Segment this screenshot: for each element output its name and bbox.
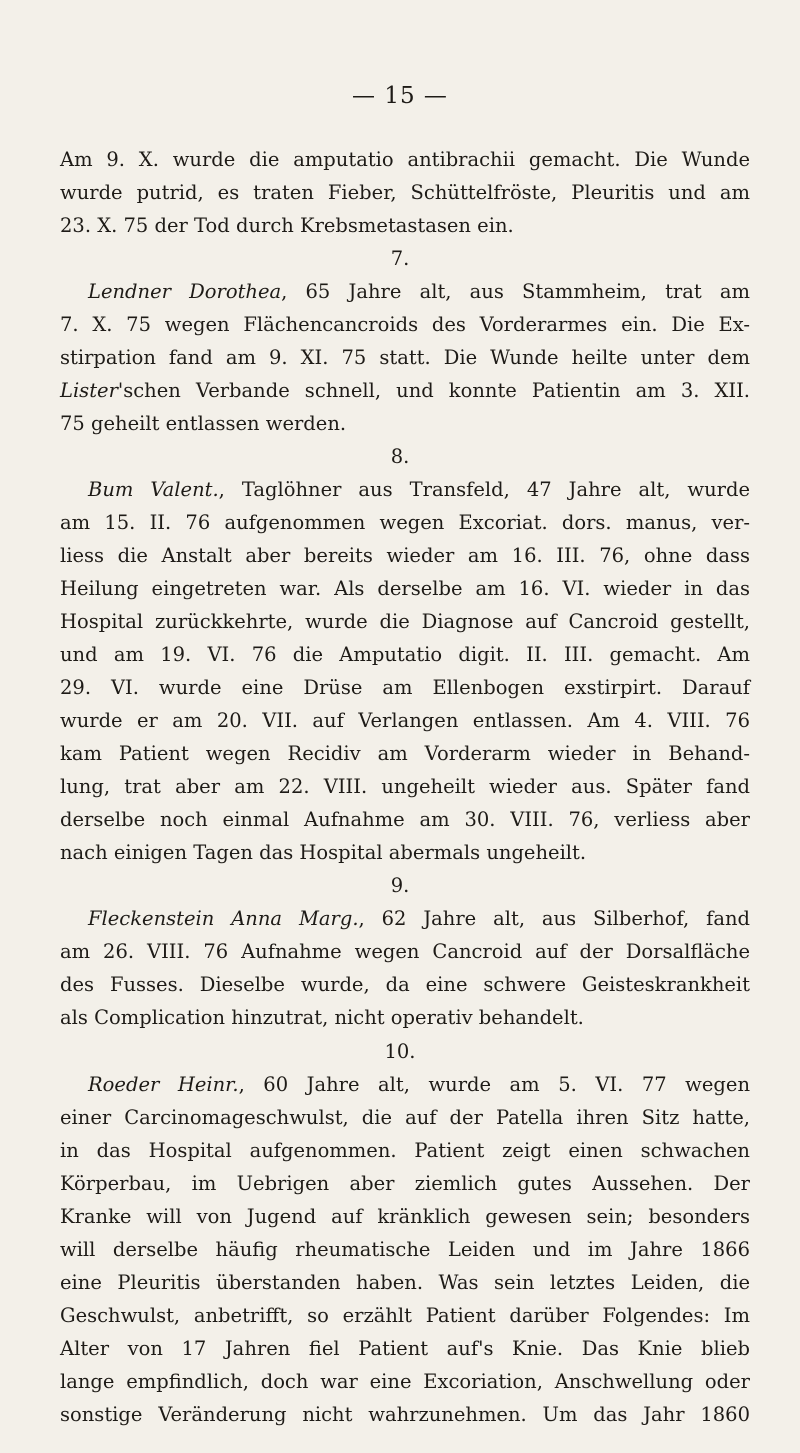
patient-name: Bum Valent.	[88, 478, 219, 501]
text-line: lange empfindlich, doch war eine Excoriation, Anschwellung oder	[60, 1370, 750, 1393]
text-line: Geschwulst, anbetrifft, so erzählt Patient darüber Folgendes: Im	[60, 1304, 750, 1327]
text-line: Heilung eingetreten war. Als derselbe am 16. VI. wieder in das	[60, 577, 750, 600]
case-number-7: 7.	[390, 247, 410, 270]
text-line: lung, trat aber am 22. VIII. ungeheilt wieder aus. Später fand	[60, 775, 750, 798]
text-line: Körperbau, im Uebrigen aber ziemlich gutes Aussehen. Der	[60, 1172, 750, 1195]
case-7-paragraph	[60, 275, 750, 440]
text-line: will derselbe häufig rheumatische Leiden und im Jahre 1866	[60, 1238, 750, 1261]
text-line	[60, 1068, 750, 1101]
text-line: Am 9. X. wurde die amputatio antibrachii gemacht. Die Wunde	[60, 148, 750, 171]
text-line	[60, 473, 750, 506]
case-number-9: 9.	[390, 874, 410, 897]
text-line: wurde putrid, es traten Fieber, Schüttelfröste, Pleuritis und am	[60, 181, 750, 204]
text-line: 7. X. 75 wegen Flächencancroids des Vorderarmes ein. Die Ex-	[60, 313, 750, 336]
case-10-paragraph	[60, 1068, 750, 1431]
text-line	[60, 374, 750, 407]
text-line: eine Pleuritis überstanden haben. Was sein letztes Leiden, die	[60, 1271, 750, 1294]
case-number-8: 8.	[390, 445, 410, 468]
text-segment: , 62 Jahre alt, aus Silberhof, fand	[358, 907, 750, 930]
text-line: als Complication hinzutrat, nicht operativ behandelt.	[60, 1006, 584, 1029]
text-line: Alter von 17 Jahren fiel Patient auf's Knie. Das Knie blieb	[60, 1337, 750, 1360]
text-segment: , Taglöhner aus Transfeld, 47 Jahre alt, wurde	[218, 478, 750, 501]
patient-name: Fleckenstein Anna Marg.	[88, 907, 359, 930]
text-line: sonstige Veränderung nicht wahrzunehmen. Um das Jahr 1860	[60, 1403, 750, 1426]
text-line: wurde er am 20. VII. auf Verlangen entlassen. Am 4. VIII. 76	[60, 709, 750, 732]
text-line: stirpation fand am 9. XI. 75 statt. Die Wunde heilte unter dem	[60, 346, 750, 369]
text-line: kam Patient wegen Recidiv am Vorderarm wieder in Behand-	[60, 742, 750, 765]
text-line: am 26. VIII. 76 Aufnahme wegen Cancroid auf der Dorsalfläche	[60, 940, 750, 963]
text-segment: , 65 Jahre alt, aus Stammheim, trat am	[281, 280, 750, 303]
author-name: Lister	[60, 379, 118, 402]
text-line: des Fusses. Dieselbe wurde, da eine schwere Geisteskrankheit	[60, 973, 750, 996]
case-number-10: 10.	[384, 1040, 416, 1063]
text-line	[60, 275, 750, 308]
text-line: 75 geheilt entlassen werden.	[60, 412, 347, 435]
text-line: Kranke will von Jugend auf kränklich gewesen sein; besonders	[60, 1205, 750, 1228]
text-line: einer Carcinomageschwulst, die auf der Patella ihren Sitz hatte,	[60, 1106, 750, 1129]
text-line: 23. X. 75 der Tod durch Krebsmetastasen ein.	[60, 214, 514, 237]
text-line: derselbe noch einmal Aufnahme am 30. VIII. 76, verliess aber	[60, 808, 750, 831]
text-line: und am 19. VI. 76 die Amputatio digit. II. III. gemacht. Am	[60, 643, 750, 666]
patient-name: Lendner Dorothea	[88, 280, 282, 303]
text-line: nach einigen Tagen das Hospital abermals ungeheilt.	[60, 841, 587, 864]
text-segment: 'schen Verbande schnell, und konnte Patientin am 3. XII.	[117, 379, 750, 402]
text-line: in das Hospital aufgenommen. Patient zeigt einen schwachen	[60, 1139, 750, 1162]
text-segment: , 60 Jahre alt, wurde am 5. VI. 77 wegen	[238, 1073, 750, 1096]
case-9-paragraph	[60, 902, 750, 1034]
patient-name: Roeder Heinr.	[88, 1073, 239, 1096]
case-8-paragraph	[60, 473, 750, 869]
text-line: Hospital zurückkehrte, wurde die Diagnose auf Cancroid gestellt,	[60, 610, 750, 633]
text-line: 29. VI. wurde eine Drüse am Ellenbogen exstirpirt. Darauf	[60, 676, 750, 699]
page-number: — 15 —	[352, 83, 448, 109]
text-line	[60, 902, 750, 935]
text-line: am 15. II. 76 aufgenommen wegen Excoriat. dors. manus, ver-	[60, 511, 750, 534]
text-line: liess die Anstalt aber bereits wieder am 16. III. 76, ohne dass	[60, 544, 750, 567]
intro-paragraph	[60, 143, 750, 242]
